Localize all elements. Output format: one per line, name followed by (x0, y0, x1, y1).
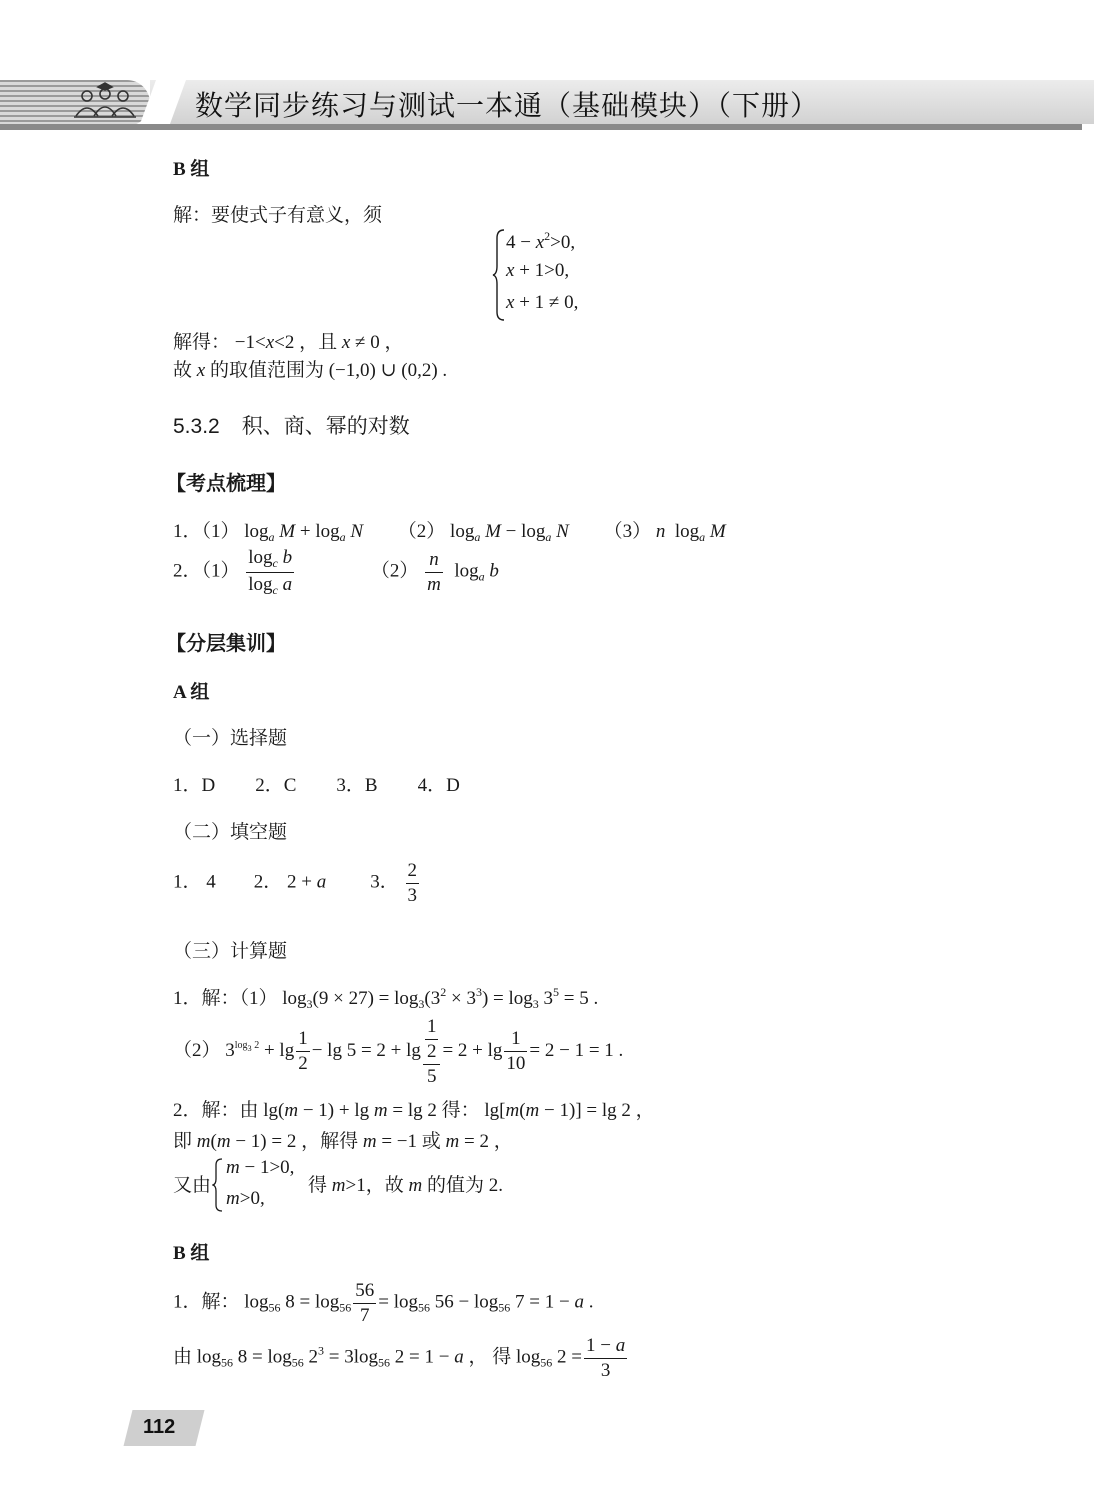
fill-answers: 1． 4 2． 2 + a 3． $\frac{2}{3}$ (173, 860, 417, 906)
nested-fraction: $\frac{\frac{1}{2}}{5}$ (423, 1016, 441, 1088)
calc1-line: 1．解：（1） $\log_3(9 \times 27) = \log_3(3^2 \times 3^3) = \log_3 3^5 = 5$ . (173, 985, 599, 1011)
calc2-line-1: 2．解：由 lg(m − 1) + lg m = lg 2 得： lg[m(m − 1)] = lg 2 ， (173, 1100, 655, 1121)
page-number: 112 (143, 1416, 176, 1438)
group-label-b-top: B 组 (173, 159, 210, 180)
group-label-a: A 组 (173, 682, 210, 703)
training-heading: 【分层集训】 (166, 633, 286, 655)
system-line-3: x + 1 ≠ 0, (506, 292, 579, 313)
choice-answer-2: 2．C (255, 775, 297, 796)
n-over-m-fraction: $\frac{n}{m}$ (427, 548, 441, 595)
fill-heading: （二）填空题 (173, 822, 288, 843)
half-fraction: $\frac{1}{2}$ (298, 1028, 308, 1075)
calc2-line-2: 即 m(m − 1) = 2 ，解得 m = −1 或 m = 2 ， (173, 1131, 513, 1152)
calc2-system-2: m>0, (226, 1188, 265, 1209)
section-title: 积、商、幂的对数 (241, 415, 410, 438)
section-number: 5.3.2 (173, 415, 220, 438)
calc-heading: （三）计算题 (173, 941, 288, 962)
book-title: 数学同步练习与测试一本通（基础模块）（下册） (195, 90, 820, 121)
choice-answer-3: 3．B (336, 775, 378, 796)
key-points-heading: 【考点梳理】 (166, 473, 286, 495)
fill-answer-3-fraction: $\frac{2}{3}$ (407, 860, 417, 906)
choice-answer-4: 4．D (417, 775, 460, 796)
left-brace-small-icon (212, 1157, 224, 1213)
calc1-part2-line: （2） $3^{log_3 2} + \lg$ $\frac{1}{2}$ − lg 5 = 2 + lg $\frac{\frac{1}{2}}{5}$ = 2 + lg $\frac{1}{10}$ = 2 − 1 = 1 . (173, 1016, 624, 1087)
key-points-line-2: 2．（1） $\frac{\log_c b}{\log_c a}$ （2） $\frac{n}{m}$ $\log_a b$ (173, 547, 499, 597)
choice-heading: （一）选择题 (173, 728, 288, 749)
b1-line-1: 1．解： $\log_{56} 8 = \log_{56}$ $\frac{56}{7}$ = $\log_{56} 56 - \log_{56} 7 = 1 - a$ . (173, 1280, 594, 1326)
choice-answers (173, 770, 460, 797)
students-icon (70, 82, 140, 124)
one-minus-a-over-three-fraction: $\frac{1 - a}{3}$ (585, 1335, 626, 1381)
system-line-1: $4 - x^2>0$, (506, 229, 576, 253)
group-label-b: B 组 (173, 1243, 210, 1264)
fifty-six-over-seven-fraction: $\frac{56}{7}$ (355, 1280, 375, 1326)
system-line-2: x + 1>0, (506, 260, 570, 281)
key-points-line-1: 1．（1） $\log_a M + \log_a N$ （2） $\log_a M - \log_a N$ （3） n $\log_a M$ (173, 521, 726, 544)
calc2-result: 得 m>1，故 m 的值为 2. (308, 1175, 503, 1196)
calc2-line-3: 又由 (173, 1175, 212, 1196)
left-brace-icon (492, 228, 506, 322)
change-of-base-fraction: $\frac{\log_c b}{\log_c a}$ (248, 547, 293, 597)
b1-line-2: 由 $\log_{56} 8 = \log_{56} 2^3 = 3\log_{56}$ 2 = 1 − a ， 得 $\log_{56} 2$ = $\frac{1 - a}{3}$ (173, 1335, 626, 1381)
result-line: 解得： −1<x<2 ，且 x ≠ 0 ， (173, 332, 404, 353)
choice-answer-1: 1．D (173, 775, 216, 796)
tenth-fraction: $\frac{1}{10}$ (506, 1028, 526, 1075)
calc2-system-1: m − 1>0, (226, 1157, 295, 1178)
conclusion-line: 故 x 的取值范围为 (−1,0) ∪ (0,2) . (173, 360, 448, 381)
header-underline (0, 124, 1082, 130)
section-heading (173, 410, 410, 440)
intro-text: 解：要使式子有意义，须 (173, 205, 383, 226)
